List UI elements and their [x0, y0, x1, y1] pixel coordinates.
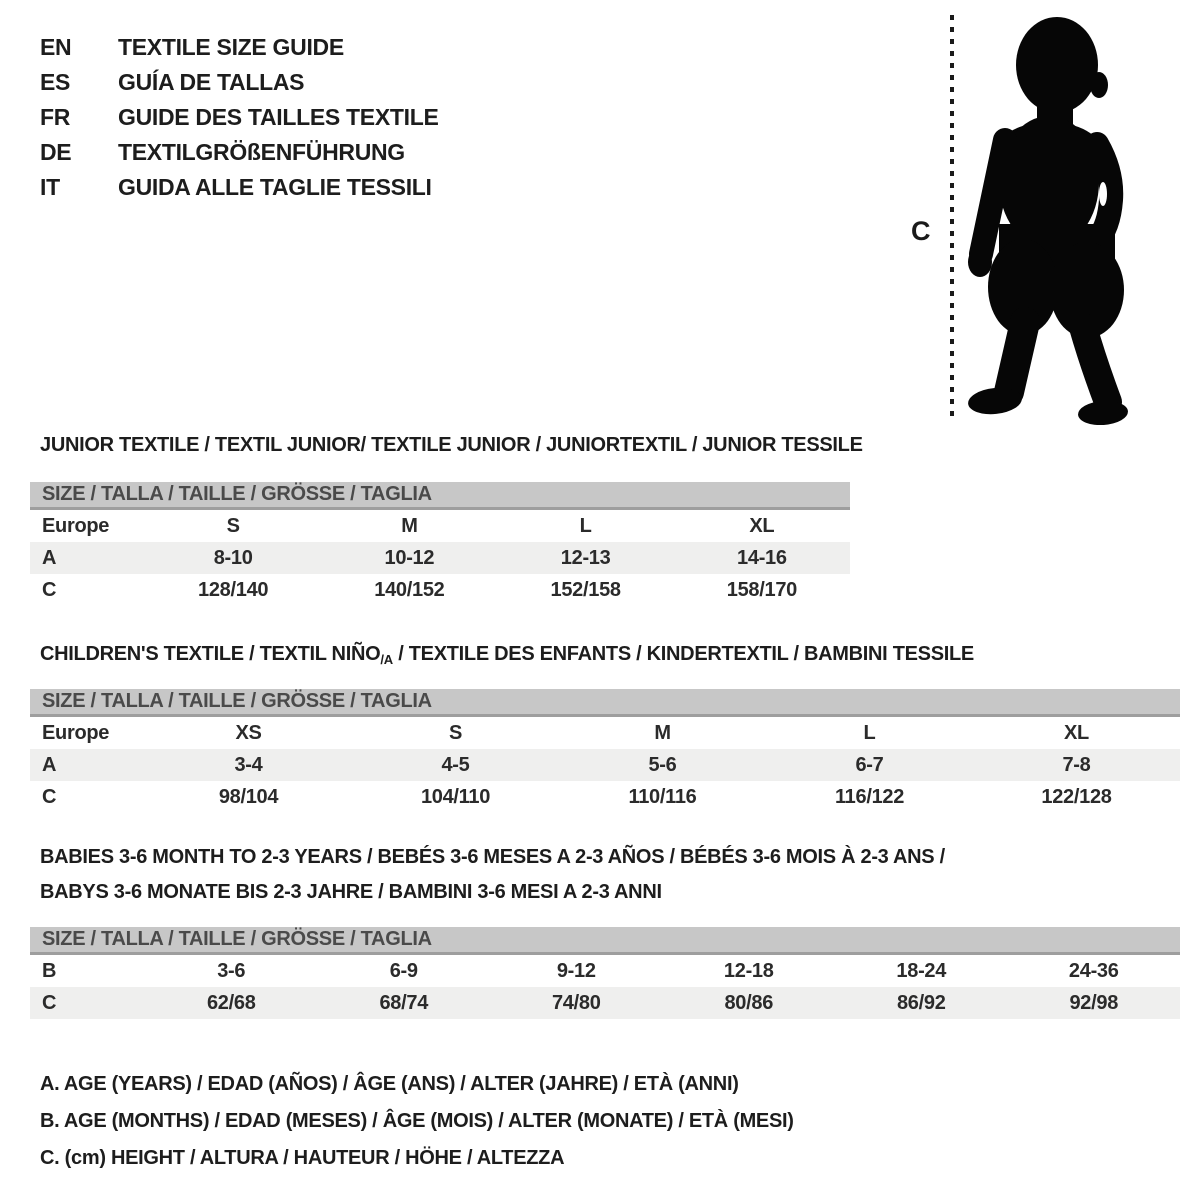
age-value: 3-4 [234, 753, 263, 776]
height-measure-label: C [911, 216, 931, 246]
row-label: C [42, 785, 57, 808]
size-value: S [226, 514, 240, 537]
age-value: 18-24 [896, 959, 947, 982]
age-value: 24-36 [1068, 959, 1119, 982]
table-row-europe [30, 717, 1180, 749]
row-label: Europe [42, 721, 110, 744]
height-value: 152/158 [550, 578, 621, 601]
row-label: B [42, 959, 57, 982]
height-value: 128/140 [198, 578, 269, 601]
height-value: 158/170 [726, 578, 797, 601]
table-row-height-cm [30, 987, 1180, 1019]
legend-age-years: A. AGE (YEARS) / EDAD (AÑOS) / ÂGE (ANS) / ALTER (JAHRE) / ETÀ (ANNI) [40, 1073, 739, 1095]
size-value: XS [235, 721, 262, 744]
size-value: L [579, 514, 592, 537]
size-header-band: SIZE / TALLA / TAILLE / GRÖSSE / TAGLIA [30, 927, 1180, 955]
age-value: 4-5 [441, 753, 470, 776]
age-value: 3-6 [217, 959, 246, 982]
size-value: XL [1064, 721, 1089, 744]
children-title-subscript: /A [380, 652, 393, 667]
table-row-height-cm [30, 781, 1180, 813]
height-value: 68/74 [379, 991, 429, 1014]
language-title: TEXTILGRÖßENFÜHRUNG [118, 139, 405, 165]
table-row-age-months [30, 955, 1180, 987]
age-value: 9-12 [556, 959, 596, 982]
row-label: C [42, 991, 57, 1014]
height-value: 74/80 [551, 991, 601, 1014]
height-value: 140/152 [374, 578, 445, 601]
language-code: DE [40, 139, 72, 165]
babies-section-title-line1: BABIES 3-6 MONTH TO 2-3 YEARS / BEBÉS 3-6 MESES A 2-3 AÑOS / BÉBÉS 3-6 MOIS À 2-3 ANS / [40, 846, 945, 868]
row-label: A [42, 753, 57, 776]
language-row-en [40, 30, 439, 65]
size-value: M [654, 721, 671, 744]
table-row-age-years [30, 749, 1180, 781]
children-title-text: / TEXTILE DES ENFANTS / KINDERTEXTIL / BAMBINI TESSILE [392, 643, 974, 665]
baby-silhouette-icon [967, 17, 1129, 425]
age-value: 8-10 [213, 546, 253, 569]
age-value: 6-9 [389, 959, 418, 982]
height-value: 110/116 [628, 785, 697, 808]
size-value: S [448, 721, 463, 744]
children-title-text: CHILDREN'S TEXTILE / TEXTIL NIÑO [40, 643, 381, 665]
language-title: GUIDA ALLE TAGLIE TESSILI [118, 174, 432, 200]
row-label: A [42, 546, 57, 569]
height-value: 98/104 [218, 785, 279, 808]
age-value: 6-7 [855, 753, 884, 776]
language-row-es [40, 65, 439, 100]
size-header-band: SIZE / TALLA / TAILLE / GRÖSSE / TAGLIA [30, 482, 850, 510]
babies-size-table [30, 927, 1180, 1019]
height-value: 80/86 [724, 991, 774, 1014]
legend [40, 1066, 794, 1177]
height-value: 62/68 [206, 991, 256, 1014]
junior-section-title: JUNIOR TEXTILE / TEXTIL JUNIOR/ TEXTILE JUNIOR / JUNIORTEXTIL / JUNIOR TESSILE [40, 434, 863, 456]
language-list [40, 30, 439, 205]
age-value: 14-16 [737, 546, 787, 569]
language-title: TEXTILE SIZE GUIDE [118, 34, 344, 60]
row-label: C [42, 578, 57, 601]
age-value: 10-12 [384, 546, 435, 569]
language-row-it [40, 170, 439, 205]
age-value: 12-13 [560, 546, 611, 569]
age-value: 7-8 [1062, 753, 1091, 776]
height-value: 104/110 [420, 785, 491, 808]
height-value: 86/92 [896, 991, 946, 1014]
children-section-title [40, 643, 974, 667]
baby-height-figure [895, 10, 1190, 425]
height-value: 116/122 [834, 785, 905, 808]
language-code: ES [40, 69, 71, 95]
legend-age-months: B. AGE (MONTHS) / EDAD (MESES) / ÂGE (MOIS) / ALTER (MONATE) / ETÀ (MESI) [40, 1110, 794, 1132]
language-code: IT [40, 174, 60, 200]
size-value: L [863, 721, 876, 744]
language-title: GUIDE DES TAILLES TEXTILE [118, 104, 439, 130]
language-code: FR [40, 104, 71, 130]
size-value: M [401, 514, 418, 537]
size-value: XL [749, 514, 775, 537]
table-row-age-years [30, 542, 850, 574]
row-label: Europe [42, 514, 110, 537]
babies-section-title-line2: BABYS 3-6 MONATE BIS 2-3 JAHRE / BAMBINI 3-6 MESI A 2-3 ANNI [40, 881, 662, 903]
table-row-europe [30, 510, 850, 542]
size-header-band: SIZE / TALLA / TAILLE / GRÖSSE / TAGLIA [30, 689, 1180, 717]
children-size-table [30, 689, 1180, 813]
language-title: GUÍA DE TALLAS [118, 69, 305, 95]
height-value: 122/128 [1041, 785, 1112, 808]
legend-height-cm: C. (cm) HEIGHT / ALTURA / HAUTEUR / HÖHE / ALTEZZA [40, 1147, 565, 1169]
junior-size-table [30, 482, 850, 606]
table-row-height-cm [30, 574, 850, 606]
language-row-de [40, 135, 439, 170]
height-value: 92/98 [1069, 991, 1119, 1014]
age-value: 12-18 [723, 959, 774, 982]
age-value: 5-6 [648, 753, 677, 776]
language-row-fr [40, 100, 439, 135]
language-code: EN [40, 34, 72, 60]
